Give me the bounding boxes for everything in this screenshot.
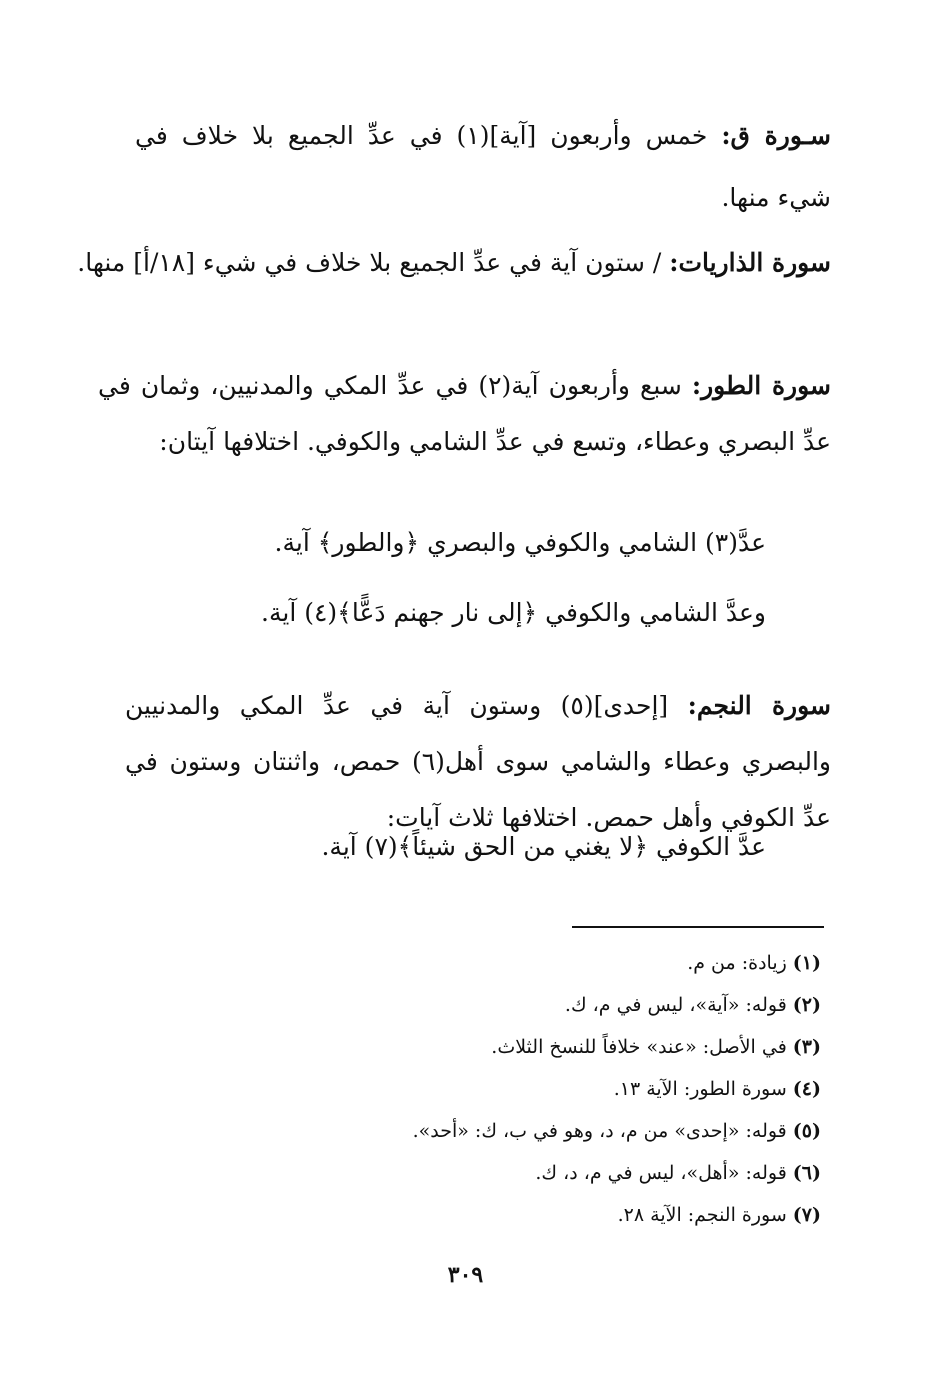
paragraph-text: سبع وأربعون آية(٢) في عدِّ المكي والمدنيين، وثمان في عدِّ البصري وعطاء، وتسع في عدِّ الشامي والكوفي. اختلافها آيتان: xyxy=(98,371,831,456)
surah-title: سورة النجم: xyxy=(687,691,831,720)
footnote-text: قوله: «آية»، ليس في م، ك. xyxy=(564,994,787,1016)
footnote xyxy=(200,1194,821,1236)
footnote-number: (٢) xyxy=(792,994,821,1016)
footnote-text: في الأصل: «عند» خلافاً للنسخ الثلاث. xyxy=(491,1036,787,1058)
footnote xyxy=(200,1068,821,1110)
verse-count-line: عدَّ الكوفي ﴿لا يغني من الحق شيئاً﴾(٧) آية. xyxy=(321,832,766,861)
surah-title: سورة الطور: xyxy=(691,371,831,400)
verse-count-line: وعدَّ الشامي والكوفي ﴿إلى نار جهنم دَعًّا﴾(٤) آية. xyxy=(261,598,766,627)
paragraph-text: خمس وأربعون [آية](١) في عدِّ الجميع بلا خلاف في شيء منها. xyxy=(135,121,831,212)
footnote-number: (٦) xyxy=(792,1162,821,1184)
footnote xyxy=(200,942,821,984)
footnote-divider xyxy=(572,926,824,928)
footnote xyxy=(200,1110,821,1152)
footnotes xyxy=(200,942,821,1236)
paragraph-surah-tur xyxy=(98,358,831,470)
paragraph-surah-dhariyat xyxy=(60,232,831,294)
footnote xyxy=(200,984,821,1026)
footnote xyxy=(200,1152,821,1194)
surah-title: سورة الذاريات: xyxy=(669,248,831,277)
page-number: ٣٠٩ xyxy=(447,1262,484,1288)
footnote xyxy=(200,1026,821,1068)
footnote-number: (٥) xyxy=(792,1120,821,1142)
verse-count-line: عدَّ(٣) الشامي والكوفي والبصري ﴿والطور﴾ آية. xyxy=(274,528,766,557)
footnote-number: (١) xyxy=(792,952,821,974)
footnote-text: قوله: «أهل»، ليس في م، د، ك. xyxy=(535,1162,787,1184)
footnote-text: قوله: «إحدى» من م، د، وهو في ب، ك: «أحد». xyxy=(412,1120,787,1142)
surah-title: سـورة ق: xyxy=(721,121,832,150)
footnote-number: (٣) xyxy=(792,1036,821,1058)
footnote-text: زيادة: من م. xyxy=(687,952,787,974)
footnote-text: سورة النجم: الآية ٢٨. xyxy=(617,1204,787,1226)
footnote-number: (٧) xyxy=(792,1204,821,1226)
footnote-text: سورة الطور: الآية ١٣. xyxy=(613,1078,787,1100)
paragraph-surah-najm xyxy=(125,678,831,846)
paragraph-surah-qaf xyxy=(135,105,831,229)
paragraph-text: [إحدى](٥) وستون آية في عدِّ المكي والمدنيين والبصري وعطاء والشامي سوى أهل(٦) حمص، واثنتان وستون في عدِّ الكوفي وأهل حمص. اختلافها ثلاث آيات: xyxy=(125,691,831,832)
paragraph-text: / ستون آية في عدِّ الجميع بلا خلاف في شيء [١٨/أ] منها. xyxy=(77,248,670,277)
footnote-number: (٤) xyxy=(792,1078,821,1100)
